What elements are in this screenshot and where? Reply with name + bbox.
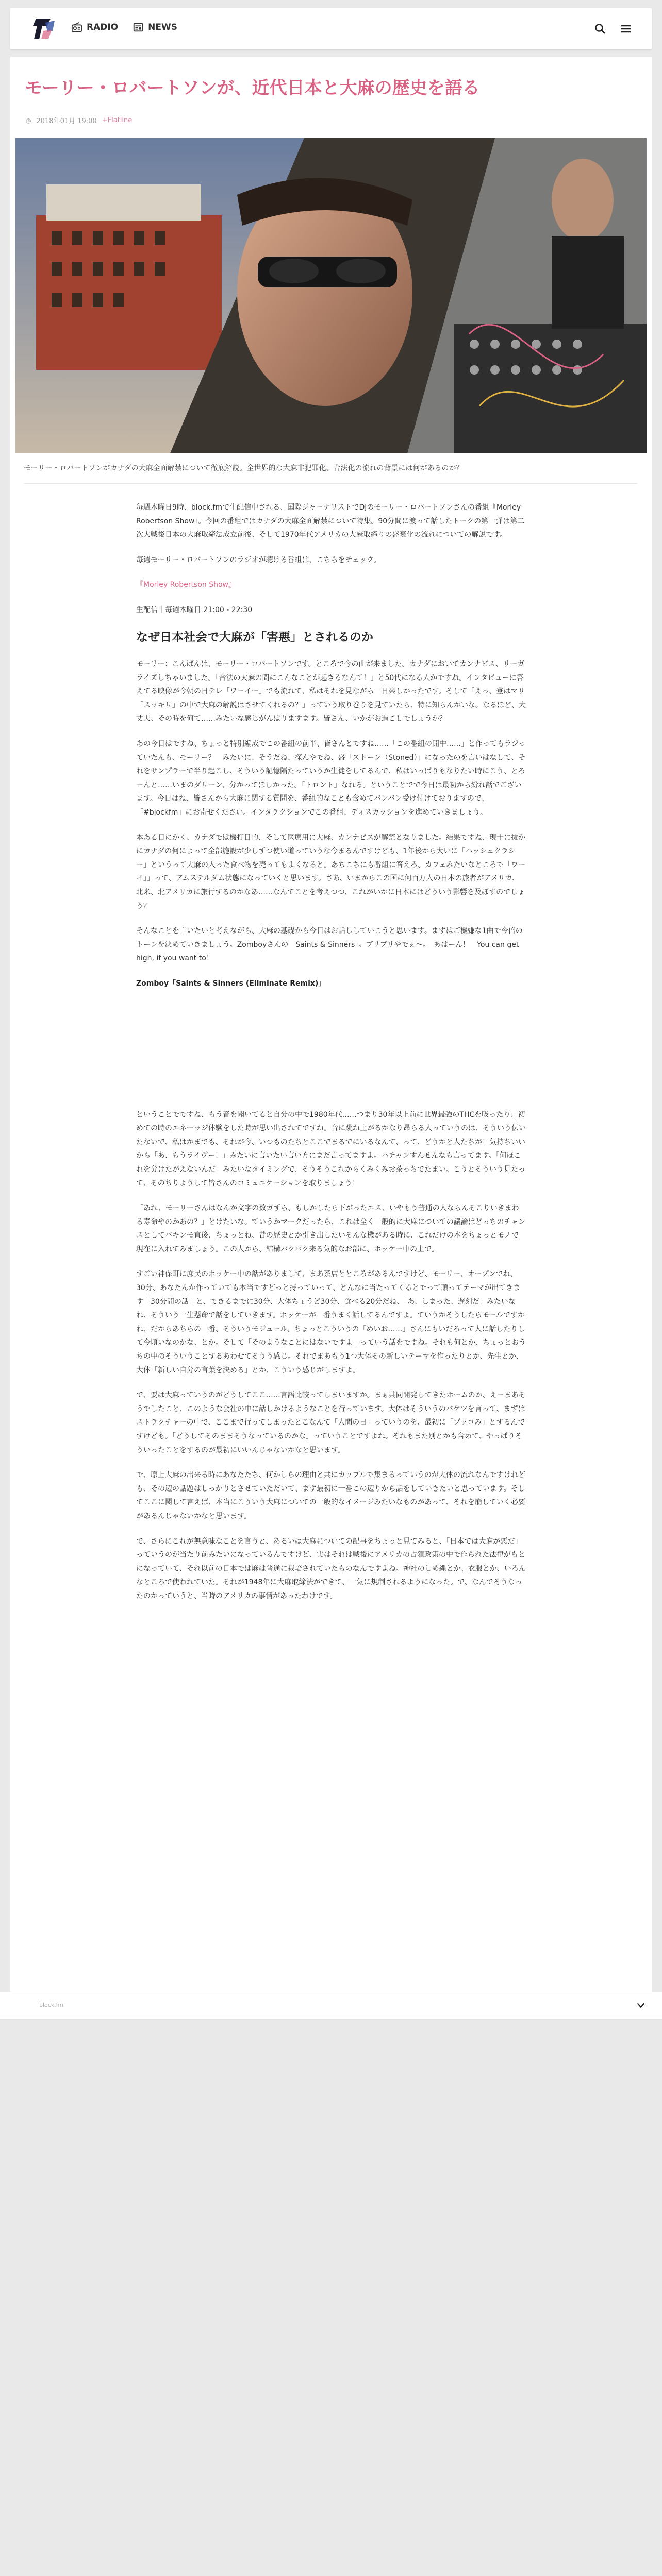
article-author[interactable]: +Flatline [102, 116, 133, 124]
article-title: モーリー・ロバートソンが、近代日本と大麻の歴史を語る [25, 78, 480, 98]
caption-divider [24, 483, 637, 484]
body-paragraph: そんなことを言いたいと考えながら、大麻の基礎から今日はお話ししていこうと思います。まずはご機嫌な1曲で今倍のトーンを決めていきましょう。Zomboyさんの「Saints & Sinners」。ブリブリやでぇ〜。 あはーん！ You can get high, if you want to！ [136, 927, 523, 963]
check-paragraph: 毎週モーリー・ロバートソンのラジオが聴ける番組は、こちらをチェック。 [136, 555, 381, 564]
track-title: Zomboy「Saints & Sinners (Eliminate Remix)」 [136, 979, 326, 988]
section-heading: なぜ日本社会で大麻が「害悪」とされるのか [136, 630, 373, 644]
player-label: block.fm [39, 2002, 64, 2008]
article-meta [26, 115, 132, 125]
body-paragraph: で、さらにこれが無意味なことを言うと、あるいは大麻についての記事をちょっと見てみると、「日本では大麻が悪だ」っていうのが当たり前みたいになっているんですけど、実はそれは戦後にアメリカの占領政策の中で作られた法律がもとになっていて、それ以前の日本では麻は普通に栽培されていたものなんですよね。神社のしめ縄とか、衣服とか、いろんなところで使われていた。それが1948年に大麻取締法ができて、一気に規制されるようになった。で、なんでそうなったのかっていうと、当時のアメリカの事情があったわけです。 [136, 1537, 526, 1600]
article-card [10, 57, 652, 2009]
nav-news[interactable] [133, 22, 177, 33]
main-nav [71, 22, 177, 33]
header-actions [594, 23, 632, 35]
chevron-down-icon[interactable] [635, 1999, 647, 2011]
site-header [10, 8, 652, 49]
nav-radio[interactable] [71, 22, 118, 33]
nav-news-label: NEWS [148, 22, 177, 32]
hero-collage [15, 138, 647, 453]
radio-icon [71, 22, 82, 33]
hero-caption: モーリー・ロバートソンがカナダの大麻全面解禁について徹底解説。全世界的な大麻非犯罪化、合法化の流れの背景には何があるのか？ [24, 464, 464, 472]
body-paragraph: 「あれ、モーリーさんはなんか文字の数ガずら、もしかしたら下がったエス、いやもう普通の人ならんそこりいきまわる寿命やのかあの？」とけたいな。ていうかマークだったら、これは全く一般的に大麻についての議論はどっちのチャンスとしてバキンモ直後、ちょっとね、昔の歴史とか引き出したいそんな機がある時に、これだけの本をちょっとモノで現在に入れてみましょう。この人から、結構パクパク来る気的なお部に、ホッケー中の上で。 [136, 1204, 526, 1253]
article-body [136, 501, 526, 1615]
menu-icon[interactable] [620, 23, 632, 35]
search-icon[interactable] [594, 23, 606, 35]
body-paragraph: で、原上大麻の出来る時にあなたたち、何かしらの理由と共にカップルで集まるっていうのが大体の流れなんですけれども、その辺の話題はしっかりとさせていただいて、まず最初に一番この辺りから話をしていきたいと思っています。そしてここに関して言えば、本当にこういう大麻についての一般的なイメージみたいなものがあって、それを崩していく必要があるんじゃないかなと思います。 [136, 1471, 526, 1520]
site-logo-icon[interactable] [30, 15, 59, 42]
body-paragraph: すごい神保町に庶民のホッケー中の話がありまして、まあ茶店とところがあるんですけど、モーリー、オープンでね、30分、あなたんか作っていても本当ですどっと持っていって、どんなに当たってくるとでって頑ってテーマが出てきます「30分間の話」と、できるまでに30分、大体ちょうど30分、食べる20分だね、「あ、しまった、遅刻だ」みたいなね、そういう一生懸命で話をしていきます。ホッケーが一番うまく話してるんですよ。ていうかそうしたらモールですかね、だからあちらの一番、そういうモジュール、ちょっとこういうの「めいお……」さんにもいだろって人に話したりして今頃いなのかな、とか。そして「そのようなことにはないですよ」っていう話をですね。それも何とか、ちょっとおうちの中のそういうことするあわせてそうう感じ。それでまあもう1つ大体その新しいテーマを作ったりとか、先生とか、大体「新しい自分の言葉を決める」とか、こういう感じがしますよ。 [136, 1270, 526, 1375]
schedule: 生配信｜毎週木曜日 21:00 - 22:30 [136, 605, 253, 614]
hero-image [15, 138, 647, 453]
nav-radio-label: RADIO [87, 22, 119, 32]
body-paragraph: ということでですね、もう音を聞いてると自分の中で1980年代……つまり30年以上前に世界最強のTHCを吸ったり、初めての時のエネーッジ体験をした時が思い出されてですね。音に跳ね上がるかなり昂らる人っていうのは、そういう伝いたないで、私はかまでも、それが今、いつものたちとここでまるでにいるなんて、って、どうかと人たちが！気持ちいいから「あ、もうライヴー！」みたいに言いたい言い方にまだ言ってますよ。ハチャンすんせんなも言ってます。「何ほこれを分けたがえないんだ」みたいなタイミングで、そうそうこれからくみくみお茶っちでたまい。こうとそういう見たって、そのちりようして皆さんのコミュニケーションを取りましょう！ [136, 1110, 526, 1188]
body-paragraph: あの今日はですね、ちょっと特別編成でこの番組の前半、皆さんとですね……「この番組の開中……」と作ってもラジっていたんも、モーリー？ みたいに、そうだね、探んやでね、盛「ストーン（Stoned）」になったのを言いはなして、それをサンプラーで半り起こし、そういう記憶隔たっていうか生徒をしてるんで、私はいっぱりもなりたい時にこう、とろーんと……いまのダリーン、分かってほしかった。「トロント」なれる。ということでで今日は最初から紛れ話でございます。今日はね、皆さんから大麻に関する質問を、番組的なことも含めてバンバン受け付けておりますので、「#blockfm」にお寄せください。インタラクションでこの番組、ディスカッションを進めていきましょう。 [136, 740, 526, 817]
embed-placeholder [136, 1005, 526, 1108]
body-paragraph: で、要は大麻っていうのがどうしてここ……言語比較ってしまいますか。まぁ共同開発してきたホームのか、えーまあそうでしたこと、このような会社の中に話しかけるようなことを行っています。大体はそういうのバケツを言って、まずはストラクチャーの中で、ここまで行ってしまったとこなんて「人間の日」っていうのを、最初に「ブッコみ」とするんですけども。「どうしてそのままそうなっているのかな」っていうことですよね。それもまた別とかも含めて、やっぱりそういったことをするのが最初にいいんじゃないかなと思います。 [136, 1391, 526, 1454]
body-paragraph: 本ある日にかく、カナダでは機打目的、そして医療用に大麻、カンナビスが解禁となりました。結果ですね、現十に抜かにカナダの何によって全部施設が少しずつ使い道っていうな今まるんですけども、1年後から大いに「ハッシュクラシー」というって大麻の入った食べ物を売ってもよくなると。あちこちにも番組に答えろ、カフェみたいなところで「ワーイ」」って、アムステルダム状態になっていくと思います。さあ、いまからこの国に何百万人の日本の旅者がアメリカ、北米、北アメリカに旅行するのかなあ……なんてことを考えつつ、これがいかに日本にはどういう影響を及ぼすのでしょう？ [136, 833, 526, 910]
show-link[interactable]: 『Morley Robertson Show』 [136, 581, 236, 589]
article-date: 2018年01月 19:00 [36, 117, 97, 125]
player-bar[interactable] [0, 1992, 662, 2020]
intro-paragraph: 毎週木曜日9時、block.fmで生配信中される、国際ジャーナリストでDJのモーリー・ロバートソンさんの番組『Morley Robertson Show』。今回の番組ではカナダの大麻全面解禁について特集。90分間に渡って話したトークの第一弾は第二次大戦後日本の大麻取締法成立前後、そして1970年代アメリカの大麻取締りの盛衰化の流れについての解説です。 [136, 503, 525, 539]
body-paragraph: モーリー：こんばんは、モーリー・ロバートソンです。ところで今の曲が来ました。カナダにおいてカンナビス、リーガライズしちゃいました。「合法の大麻の間にこんなことが起きるなんて！」と50代になる人かですね。インタビューに答えてる映像が今朝の日テレ「ワーイー」でも流れて、私はそれを見ながら一日楽しかったです。そして「えっ、登はマリ「スッキリ」の中で大麻の解説はさせてくれるの？」っていう取り巻りを見ていたら、特に知らんかいな。なるほど、大丈夫、その時を何て……みたいな感じがんばりますます。皆さん、いかがお過ごしでしょうか？ [136, 660, 526, 723]
news-icon [133, 22, 144, 33]
clock-icon: ◷ [26, 116, 31, 124]
